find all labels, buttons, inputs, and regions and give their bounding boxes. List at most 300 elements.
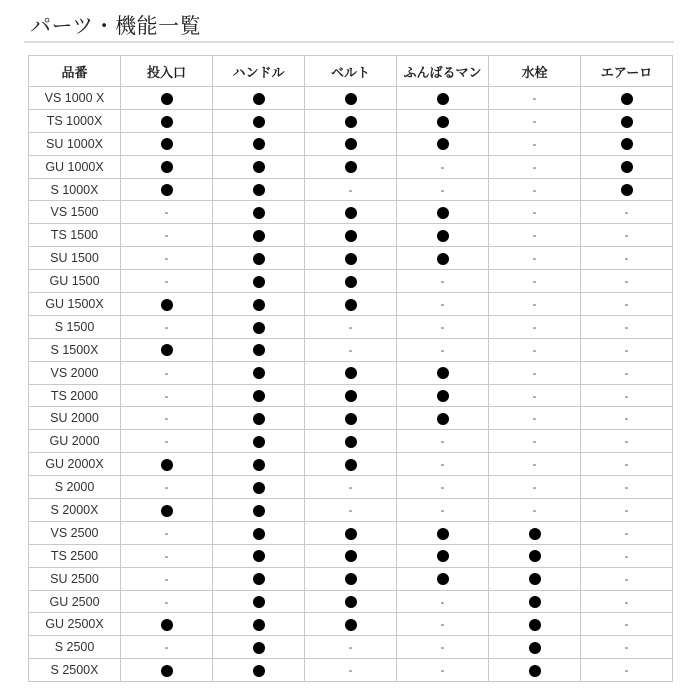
not-available-mark: -: [164, 548, 169, 563]
feature-cell: [581, 224, 673, 247]
available-dot-icon: [437, 138, 449, 150]
not-available-mark: -: [532, 251, 537, 266]
feature-cell: [581, 87, 673, 110]
parts-function-table: [28, 55, 673, 682]
feature-cell: [213, 476, 305, 499]
feature-cell: [305, 521, 397, 544]
available-dot-icon: [345, 230, 357, 242]
not-available-mark: -: [624, 640, 629, 655]
feature-cell: [397, 109, 489, 132]
not-available-mark: -: [440, 457, 445, 472]
feature-cell: [489, 270, 581, 293]
model-number-cell: SU 1000X: [29, 132, 121, 155]
feature-cell: [305, 109, 397, 132]
feature-cell: [305, 384, 397, 407]
available-dot-icon: [253, 299, 265, 311]
available-dot-icon: [529, 596, 541, 608]
not-available-mark: -: [624, 319, 629, 334]
available-dot-icon: [253, 528, 265, 540]
feature-cell: [121, 384, 213, 407]
table-row: [29, 636, 673, 659]
feature-cell: [397, 590, 489, 613]
not-available-mark: -: [164, 480, 169, 495]
not-available-mark: -: [532, 502, 537, 517]
feature-cell: [581, 476, 673, 499]
not-available-mark: -: [164, 365, 169, 380]
feature-cell: [305, 270, 397, 293]
available-dot-icon: [345, 253, 357, 265]
table-row: [29, 521, 673, 544]
feature-cell: [121, 293, 213, 316]
feature-cell: [121, 407, 213, 430]
feature-cell: [581, 132, 673, 155]
table-row: [29, 544, 673, 567]
feature-cell: [213, 544, 305, 567]
available-dot-icon: [253, 367, 265, 379]
feature-cell: [213, 315, 305, 338]
feature-cell: [213, 132, 305, 155]
feature-cell: [213, 109, 305, 132]
available-dot-icon: [345, 573, 357, 585]
feature-cell: [397, 613, 489, 636]
feature-cell: [305, 87, 397, 110]
feature-cell: [121, 430, 213, 453]
feature-cell: [121, 178, 213, 201]
not-available-mark: -: [532, 296, 537, 311]
not-available-mark: -: [348, 502, 353, 517]
model-number-cell: S 1000X: [29, 178, 121, 201]
feature-cell: [397, 178, 489, 201]
feature-cell: [305, 636, 397, 659]
not-available-mark: -: [440, 594, 445, 609]
not-available-mark: -: [624, 663, 629, 678]
table-row: [29, 132, 673, 155]
not-available-mark: -: [532, 457, 537, 472]
feature-cell: [489, 224, 581, 247]
not-available-mark: -: [624, 548, 629, 563]
feature-cell: [397, 499, 489, 522]
available-dot-icon: [437, 413, 449, 425]
table-row: [29, 499, 673, 522]
feature-cell: [581, 201, 673, 224]
available-dot-icon: [621, 93, 633, 105]
not-available-mark: -: [348, 640, 353, 655]
not-available-mark: -: [532, 205, 537, 220]
available-dot-icon: [161, 505, 173, 517]
not-available-mark: -: [440, 296, 445, 311]
available-dot-icon: [161, 116, 173, 128]
feature-cell: [489, 659, 581, 682]
available-dot-icon: [345, 299, 357, 311]
table-row: [29, 155, 673, 178]
feature-cell: [489, 293, 581, 316]
table-row: [29, 476, 673, 499]
not-available-mark: -: [624, 342, 629, 357]
feature-cell: [121, 270, 213, 293]
feature-cell: [581, 178, 673, 201]
table-header-row: [29, 56, 673, 87]
available-dot-icon: [253, 482, 265, 494]
not-available-mark: -: [624, 502, 629, 517]
available-dot-icon: [161, 138, 173, 150]
feature-cell: [489, 476, 581, 499]
feature-cell: [581, 384, 673, 407]
available-dot-icon: [437, 230, 449, 242]
available-dot-icon: [253, 116, 265, 128]
table-row: [29, 613, 673, 636]
model-number-cell: VS 1500: [29, 201, 121, 224]
not-available-mark: -: [164, 274, 169, 289]
not-available-mark: -: [624, 274, 629, 289]
available-dot-icon: [253, 573, 265, 585]
table-row: [29, 201, 673, 224]
not-available-mark: -: [624, 365, 629, 380]
feature-cell: [489, 636, 581, 659]
feature-cell: [213, 247, 305, 270]
available-dot-icon: [529, 550, 541, 562]
feature-cell: [305, 293, 397, 316]
feature-cell: [489, 567, 581, 590]
available-dot-icon: [253, 436, 265, 448]
model-number-cell: S 2000: [29, 476, 121, 499]
feature-cell: [489, 499, 581, 522]
available-dot-icon: [345, 207, 357, 219]
feature-cell: [121, 247, 213, 270]
table-row: [29, 109, 673, 132]
not-available-mark: -: [164, 205, 169, 220]
feature-cell: [121, 87, 213, 110]
available-dot-icon: [437, 390, 449, 402]
feature-cell: [213, 567, 305, 590]
feature-cell: [213, 499, 305, 522]
feature-cell: [305, 613, 397, 636]
available-dot-icon: [253, 550, 265, 562]
not-available-mark: -: [164, 251, 169, 266]
feature-cell: [397, 224, 489, 247]
available-dot-icon: [345, 528, 357, 540]
available-dot-icon: [345, 413, 357, 425]
available-dot-icon: [345, 138, 357, 150]
model-number-cell: TS 2500: [29, 544, 121, 567]
table-row: [29, 567, 673, 590]
feature-cell: [489, 109, 581, 132]
feature-cell: [581, 430, 673, 453]
not-available-mark: -: [440, 640, 445, 655]
not-available-mark: -: [624, 251, 629, 266]
feature-cell: [305, 224, 397, 247]
not-available-mark: -: [532, 365, 537, 380]
available-dot-icon: [345, 367, 357, 379]
feature-cell: [305, 590, 397, 613]
not-available-mark: -: [348, 342, 353, 357]
feature-cell: [213, 636, 305, 659]
table-body: [29, 87, 673, 682]
not-available-mark: -: [440, 342, 445, 357]
feature-cell: [213, 521, 305, 544]
feature-cell: [121, 361, 213, 384]
table-row: [29, 384, 673, 407]
feature-cell: [121, 613, 213, 636]
column-header: 水栓: [489, 56, 581, 87]
not-available-mark: -: [164, 388, 169, 403]
available-dot-icon: [621, 116, 633, 128]
column-header: 投入口: [121, 56, 213, 87]
feature-cell: [489, 201, 581, 224]
not-available-mark: -: [164, 228, 169, 243]
available-dot-icon: [437, 573, 449, 585]
feature-cell: [581, 567, 673, 590]
feature-cell: [213, 453, 305, 476]
available-dot-icon: [345, 161, 357, 173]
available-dot-icon: [529, 619, 541, 631]
feature-cell: [305, 338, 397, 361]
model-number-cell: TS 1500: [29, 224, 121, 247]
available-dot-icon: [253, 207, 265, 219]
table-row: [29, 224, 673, 247]
feature-cell: [213, 224, 305, 247]
model-number-cell: S 2000X: [29, 499, 121, 522]
column-header: 品番: [29, 56, 121, 87]
available-dot-icon: [161, 665, 173, 677]
table-row: [29, 361, 673, 384]
feature-cell: [397, 430, 489, 453]
not-available-mark: -: [532, 159, 537, 174]
feature-cell: [489, 155, 581, 178]
available-dot-icon: [253, 322, 265, 334]
feature-cell: [213, 430, 305, 453]
feature-cell: [489, 430, 581, 453]
feature-cell: [397, 315, 489, 338]
available-dot-icon: [253, 344, 265, 356]
not-available-mark: -: [440, 434, 445, 449]
available-dot-icon: [253, 642, 265, 654]
feature-cell: [121, 155, 213, 178]
feature-cell: [213, 270, 305, 293]
available-dot-icon: [345, 596, 357, 608]
feature-cell: [581, 521, 673, 544]
available-dot-icon: [621, 138, 633, 150]
model-number-cell: GU 1500: [29, 270, 121, 293]
feature-cell: [121, 109, 213, 132]
feature-cell: [489, 315, 581, 338]
feature-cell: [213, 590, 305, 613]
feature-cell: [581, 293, 673, 316]
available-dot-icon: [437, 367, 449, 379]
feature-cell: [121, 636, 213, 659]
feature-cell: [121, 521, 213, 544]
feature-cell: [121, 476, 213, 499]
available-dot-icon: [161, 619, 173, 631]
feature-cell: [121, 338, 213, 361]
feature-cell: [213, 201, 305, 224]
feature-cell: [121, 567, 213, 590]
model-number-cell: SU 2500: [29, 567, 121, 590]
available-dot-icon: [345, 619, 357, 631]
not-available-mark: -: [532, 411, 537, 426]
feature-cell: [121, 224, 213, 247]
available-dot-icon: [161, 459, 173, 471]
feature-cell: [581, 315, 673, 338]
feature-cell: [213, 87, 305, 110]
feature-cell: [305, 544, 397, 567]
not-available-mark: -: [164, 594, 169, 609]
feature-cell: [581, 407, 673, 430]
not-available-mark: -: [624, 571, 629, 586]
not-available-mark: -: [624, 388, 629, 403]
feature-cell: [581, 338, 673, 361]
model-number-cell: VS 1000 X: [29, 87, 121, 110]
available-dot-icon: [161, 344, 173, 356]
model-number-cell: S 2500X: [29, 659, 121, 682]
model-number-cell: TS 1000X: [29, 109, 121, 132]
not-available-mark: -: [440, 274, 445, 289]
model-number-cell: VS 2000: [29, 361, 121, 384]
feature-cell: [489, 613, 581, 636]
not-available-mark: -: [440, 663, 445, 678]
feature-cell: [581, 270, 673, 293]
not-available-mark: -: [164, 411, 169, 426]
feature-cell: [581, 544, 673, 567]
available-dot-icon: [437, 207, 449, 219]
not-available-mark: -: [624, 525, 629, 540]
available-dot-icon: [161, 161, 173, 173]
model-number-cell: S 2500: [29, 636, 121, 659]
feature-cell: [397, 567, 489, 590]
not-available-mark: -: [440, 319, 445, 334]
model-number-cell: S 1500: [29, 315, 121, 338]
available-dot-icon: [621, 161, 633, 173]
not-available-mark: -: [348, 480, 353, 495]
not-available-mark: -: [624, 228, 629, 243]
feature-cell: [581, 155, 673, 178]
not-available-mark: -: [532, 228, 537, 243]
table-row: [29, 178, 673, 201]
feature-cell: [489, 338, 581, 361]
not-available-mark: -: [624, 296, 629, 311]
not-available-mark: -: [624, 457, 629, 472]
available-dot-icon: [253, 230, 265, 242]
available-dot-icon: [345, 436, 357, 448]
feature-cell: [397, 132, 489, 155]
feature-cell: [489, 453, 581, 476]
not-available-mark: -: [532, 342, 537, 357]
not-available-mark: -: [532, 182, 537, 197]
not-available-mark: -: [348, 663, 353, 678]
feature-cell: [581, 361, 673, 384]
not-available-mark: -: [532, 90, 537, 105]
available-dot-icon: [253, 665, 265, 677]
feature-cell: [305, 315, 397, 338]
available-dot-icon: [437, 550, 449, 562]
not-available-mark: -: [440, 617, 445, 632]
feature-cell: [397, 384, 489, 407]
available-dot-icon: [161, 93, 173, 105]
not-available-mark: -: [440, 502, 445, 517]
model-number-cell: TS 2000: [29, 384, 121, 407]
available-dot-icon: [437, 528, 449, 540]
not-available-mark: -: [164, 640, 169, 655]
feature-cell: [121, 201, 213, 224]
table-row: [29, 453, 673, 476]
table-row: [29, 338, 673, 361]
available-dot-icon: [253, 390, 265, 402]
model-number-cell: SU 2000: [29, 407, 121, 430]
table-row: [29, 315, 673, 338]
not-available-mark: -: [532, 388, 537, 403]
feature-cell: [305, 361, 397, 384]
feature-cell: [489, 544, 581, 567]
column-header: ハンドル: [213, 56, 305, 87]
table-row: [29, 590, 673, 613]
model-number-cell: GU 2500X: [29, 613, 121, 636]
feature-cell: [581, 613, 673, 636]
available-dot-icon: [253, 505, 265, 517]
feature-cell: [489, 247, 581, 270]
available-dot-icon: [253, 161, 265, 173]
available-dot-icon: [161, 299, 173, 311]
available-dot-icon: [345, 276, 357, 288]
model-number-cell: GU 1500X: [29, 293, 121, 316]
model-number-cell: VS 2500: [29, 521, 121, 544]
not-available-mark: -: [164, 571, 169, 586]
table-row: [29, 270, 673, 293]
feature-cell: [397, 293, 489, 316]
feature-cell: [213, 384, 305, 407]
available-dot-icon: [529, 665, 541, 677]
feature-cell: [305, 178, 397, 201]
feature-cell: [397, 544, 489, 567]
feature-cell: [213, 178, 305, 201]
feature-cell: [397, 87, 489, 110]
table-row: [29, 430, 673, 453]
feature-cell: [121, 590, 213, 613]
available-dot-icon: [529, 573, 541, 585]
feature-cell: [489, 361, 581, 384]
page-title: パーツ・機能一覧: [30, 14, 202, 38]
not-available-mark: -: [164, 434, 169, 449]
feature-cell: [213, 155, 305, 178]
feature-cell: [305, 407, 397, 430]
feature-cell: [397, 636, 489, 659]
available-dot-icon: [253, 596, 265, 608]
feature-cell: [121, 659, 213, 682]
available-dot-icon: [253, 276, 265, 288]
feature-cell: [397, 521, 489, 544]
not-available-mark: -: [440, 182, 445, 197]
feature-cell: [305, 132, 397, 155]
available-dot-icon: [253, 413, 265, 425]
table-row: [29, 247, 673, 270]
feature-cell: [397, 247, 489, 270]
not-available-mark: -: [624, 434, 629, 449]
available-dot-icon: [345, 93, 357, 105]
feature-cell: [213, 659, 305, 682]
table-row: [29, 407, 673, 430]
not-available-mark: -: [532, 113, 537, 128]
not-available-mark: -: [440, 159, 445, 174]
table-row: [29, 293, 673, 316]
available-dot-icon: [345, 390, 357, 402]
feature-cell: [397, 270, 489, 293]
feature-cell: [489, 407, 581, 430]
feature-cell: [305, 201, 397, 224]
not-available-mark: -: [440, 480, 445, 495]
feature-cell: [489, 178, 581, 201]
feature-cell: [581, 590, 673, 613]
model-number-cell: GU 2500: [29, 590, 121, 613]
not-available-mark: -: [348, 319, 353, 334]
feature-cell: [213, 613, 305, 636]
